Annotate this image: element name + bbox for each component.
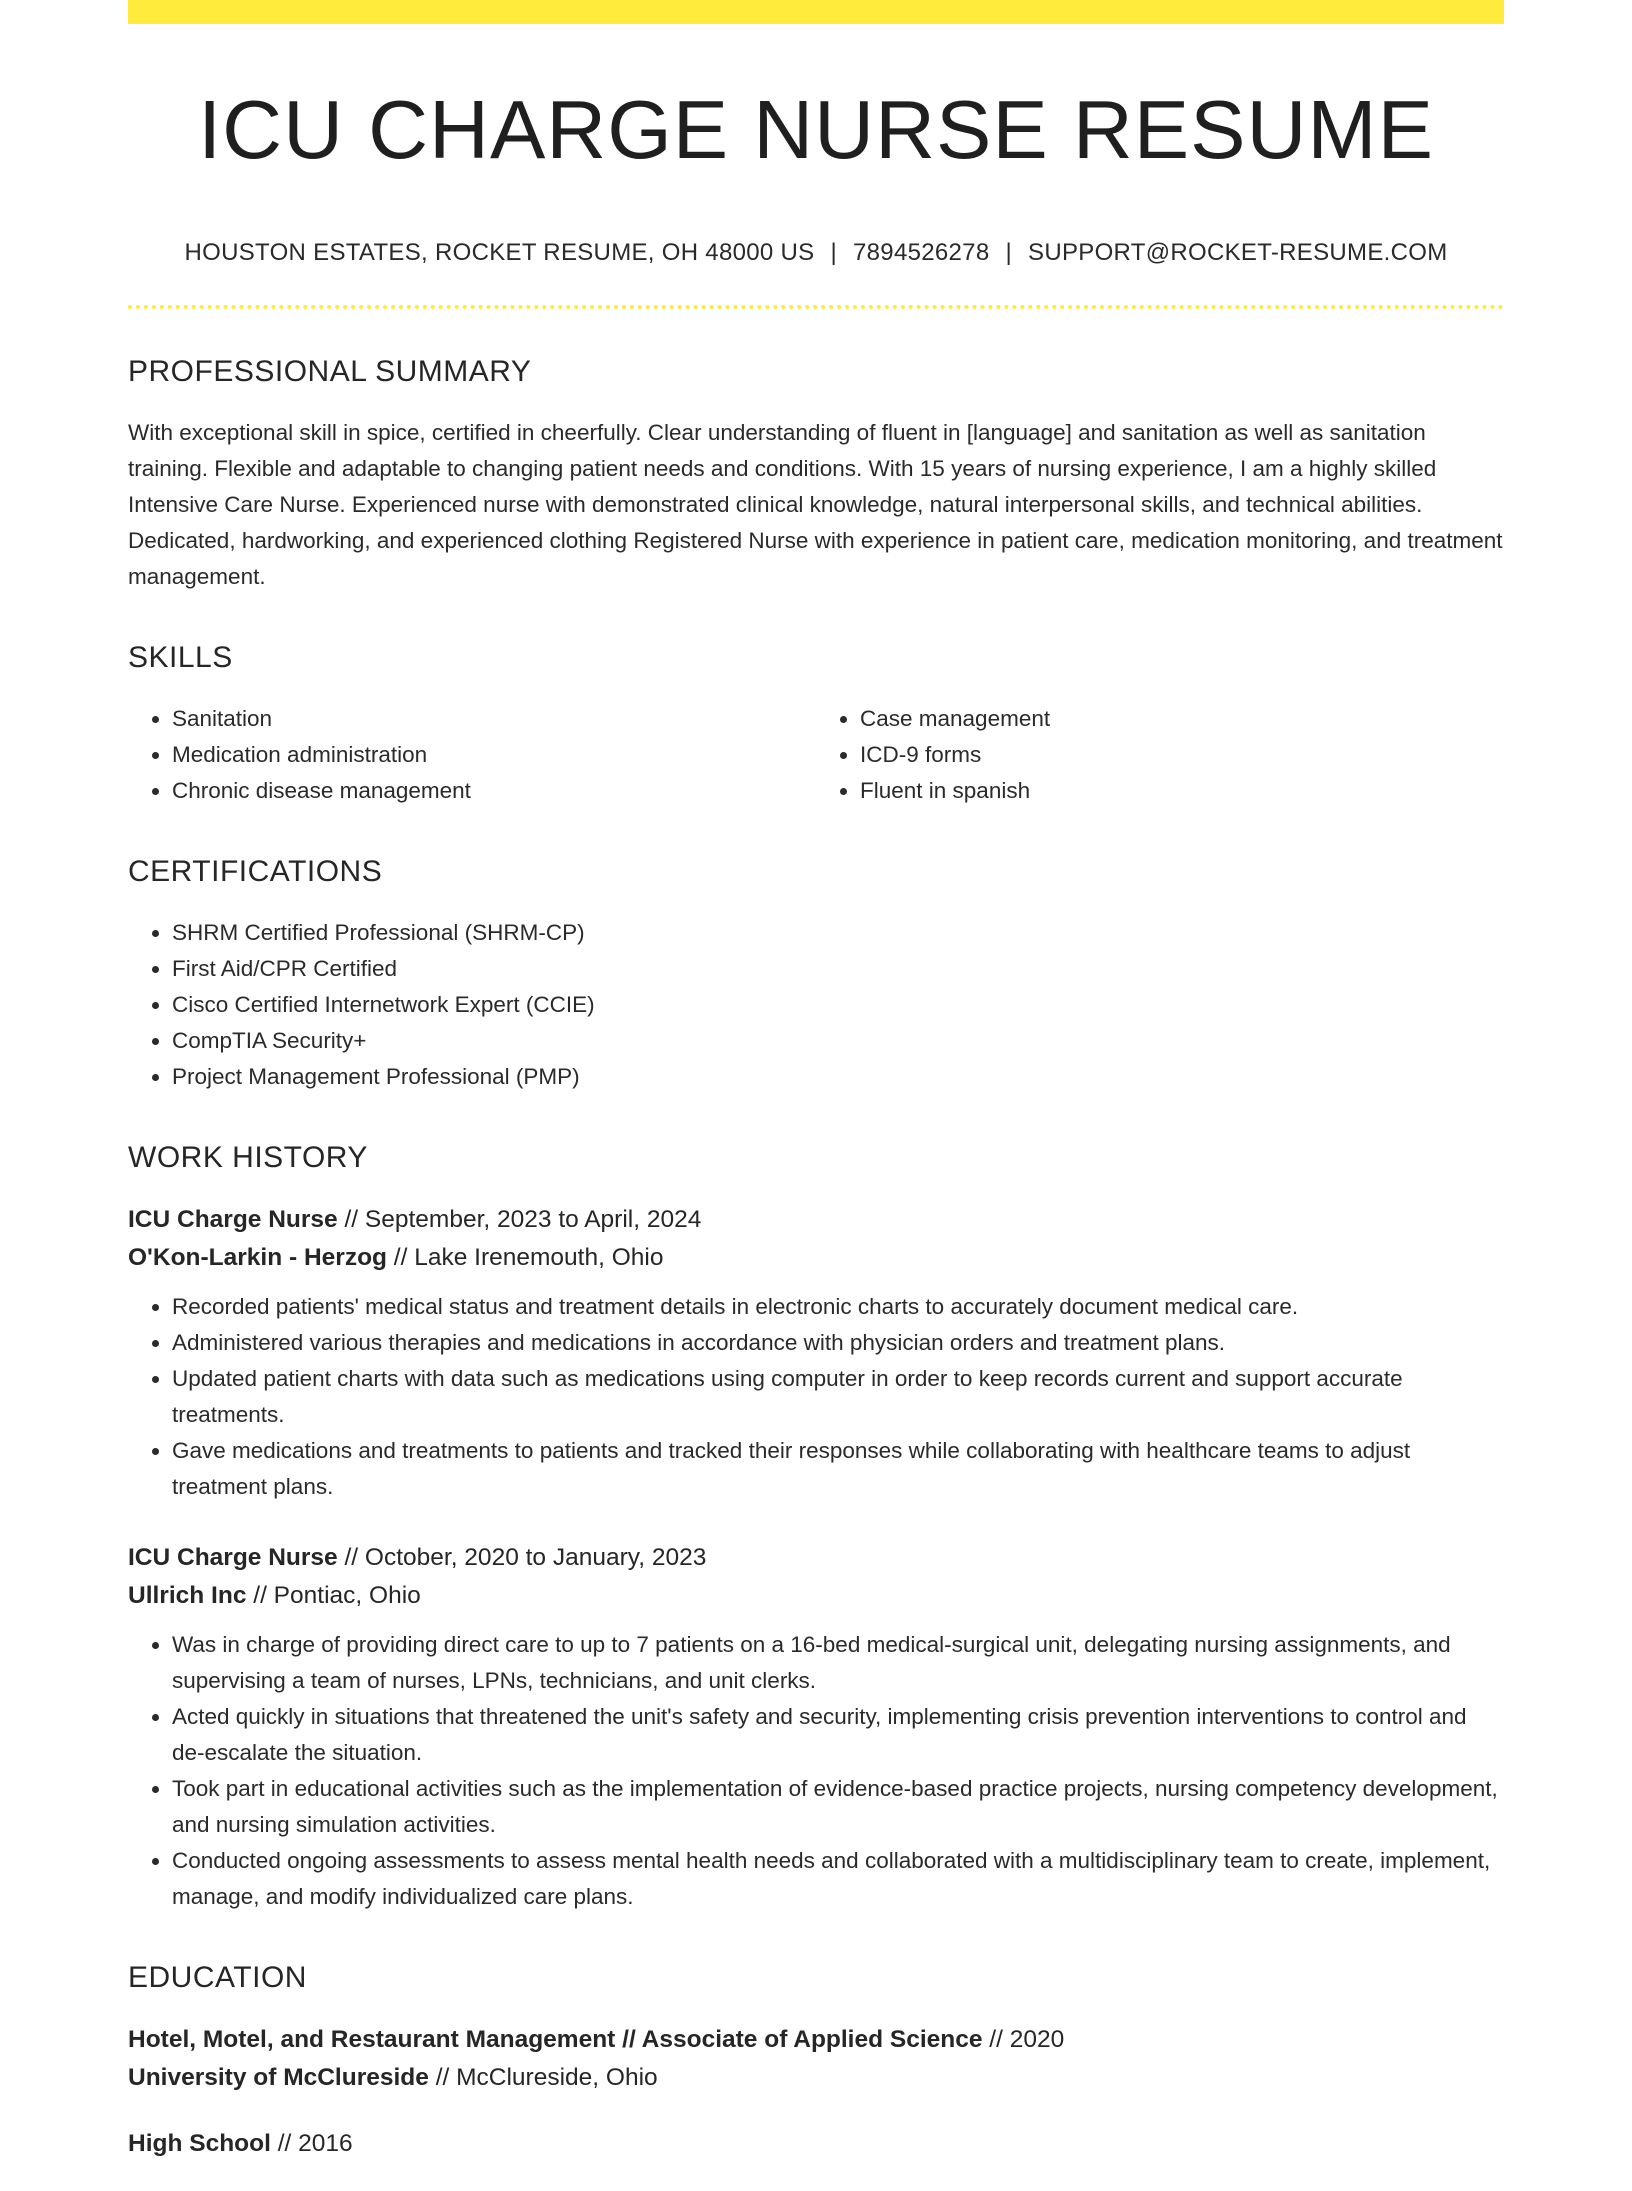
contact-phone: 7894526278 — [853, 239, 990, 267]
top-accent-bar — [128, 0, 1504, 24]
certification-item: • SHRM Certified Professional (SHRM-CP) — [172, 915, 1504, 951]
certification-item: • CompTIA Security+ — [172, 1023, 1504, 1059]
job-duty: • Recorded patients' medical status and treatment details in electronic charts to accurately document medical care. — [172, 1289, 1504, 1325]
job-duty: • Gave medications and treatments to patients and tracked their responses while collaborating with healthcare teams to adjust treatment plans. — [172, 1433, 1504, 1505]
job-title-line — [128, 1201, 1504, 1239]
skill-item: • Case management — [860, 701, 1504, 737]
contact-separator: | — [830, 239, 837, 267]
job-title-line — [128, 1539, 1504, 1577]
skills-grid — [128, 701, 1504, 809]
resume-page — [128, 0, 1504, 2191]
job-duty: • Acted quickly in situations that threatened the unit's safety and security, implementing crisis prevention interventions to control and de-escalate the situation. — [172, 1699, 1504, 1771]
education-section — [128, 1961, 1504, 2163]
skills-left-list — [128, 701, 816, 809]
summary-text: With exceptional skill in spice, certified in cheerfully. Clear understanding of fluent in [language] and sanitation as well as sanitation training. Flexible and adaptable to changing patient needs and conditions. With 15 years of nursing experience, I am a highly skilled Intensive Care Nurse. Experienced nurse with demonstrated clinical knowledge, natural interpersonal skills, and technical abilities. Dedicated, hardworking, and experienced clothing Registered Nurse with experience in patient care, medication monitoring, and treatment management. — [128, 420, 1503, 590]
job-dates: // September, 2023 to April, 2024 — [337, 1206, 702, 1234]
skills-section — [128, 641, 1504, 809]
certification-item: • Cisco Certified Internetwork Expert (CCIE) — [172, 987, 1504, 1023]
education-entry — [128, 2021, 1504, 2097]
certifications-section — [128, 855, 1504, 1095]
job-entry — [128, 1201, 1504, 1505]
job-location: // Pontiac, Ohio — [246, 1582, 421, 1610]
skill-item: • Sanitation — [172, 701, 816, 737]
education-degree: High School — [128, 2130, 271, 2158]
contact-line — [128, 239, 1504, 267]
skill-item: • ICD-9 forms — [860, 737, 1504, 773]
education-year: // 2016 — [270, 2130, 353, 2158]
work-history-section — [128, 1141, 1504, 1915]
header-divider — [128, 305, 1504, 309]
education-school-line — [128, 2059, 1504, 2097]
contact-email: SUPPORT@ROCKET-RESUME.COM — [1028, 239, 1448, 267]
skill-item: • Chronic disease management — [172, 773, 816, 809]
job-employer: Ullrich Inc — [128, 1582, 247, 1610]
job-duty: • Was in charge of providing direct care to up to 7 patients on a 16-bed medical-surgical unit, delegating nursing assignments, and supervising a team of nurses, LPNs, technicians, and unit clerks. — [172, 1627, 1504, 1699]
education-degree-line — [128, 2125, 1504, 2163]
skill-item: • Medication administration — [172, 737, 816, 773]
job-title: ICU Charge Nurse — [128, 1544, 338, 1572]
job-entry — [128, 1539, 1504, 1915]
skill-item: • Fluent in spanish — [860, 773, 1504, 809]
education-degree: Hotel, Motel, and Restaurant Management // Associate of Applied Science — [128, 2026, 983, 2054]
professional-summary-section — [128, 355, 1504, 595]
job-duty: • Updated patient charts with data such as medications using computer in order to keep records current and support accurate treatments. — [172, 1361, 1504, 1433]
job-duties-list — [128, 1627, 1504, 1915]
contact-separator: | — [1005, 239, 1013, 267]
section-heading-certifications: CERTIFICATIONS — [128, 855, 383, 889]
certifications-list — [128, 915, 1504, 1095]
section-heading-skills: SKILLS — [128, 641, 233, 675]
job-employer-line — [128, 1577, 1504, 1615]
job-employer-line — [128, 1239, 1504, 1277]
job-employer: O'Kon-Larkin - Herzog — [128, 1244, 387, 1272]
job-duties-list — [128, 1289, 1504, 1505]
education-location: // McClureside, Ohio — [428, 2064, 658, 2092]
job-location: // Lake Irenemouth, Ohio — [387, 1244, 664, 1272]
contact-address: HOUSTON ESTATES, ROCKET RESUME, OH 48000 US — [184, 239, 815, 267]
section-heading-work-history: WORK HISTORY — [128, 1141, 368, 1175]
education-school: University of McClureside — [128, 2064, 429, 2092]
job-duty: • Administered various therapies and medications in accordance with physician orders and treatment plans. — [172, 1325, 1504, 1361]
education-degree-line — [128, 2021, 1504, 2059]
skills-right-list — [816, 701, 1504, 809]
job-duty: • Took part in educational activities such as the implementation of evidence-based practice projects, nursing competency development, and nursing simulation activities. — [172, 1771, 1504, 1843]
job-dates: // October, 2020 to January, 2023 — [337, 1544, 707, 1572]
certification-item: • Project Management Professional (PMP) — [172, 1059, 1504, 1095]
section-heading-education: EDUCATION — [128, 1961, 307, 1995]
resume-title: ICU CHARGE NURSE RESUME — [198, 83, 1434, 176]
job-title: ICU Charge Nurse — [128, 1206, 338, 1234]
certification-item: • First Aid/CPR Certified — [172, 951, 1504, 987]
education-year: // 2020 — [982, 2026, 1065, 2054]
education-entry — [128, 2125, 1504, 2163]
job-duty: • Conducted ongoing assessments to assess mental health needs and collaborated with a multidisciplinary team to create, implement, manage, and modify individualized care plans. — [172, 1843, 1504, 1915]
section-heading-summary: PROFESSIONAL SUMMARY — [128, 355, 532, 389]
